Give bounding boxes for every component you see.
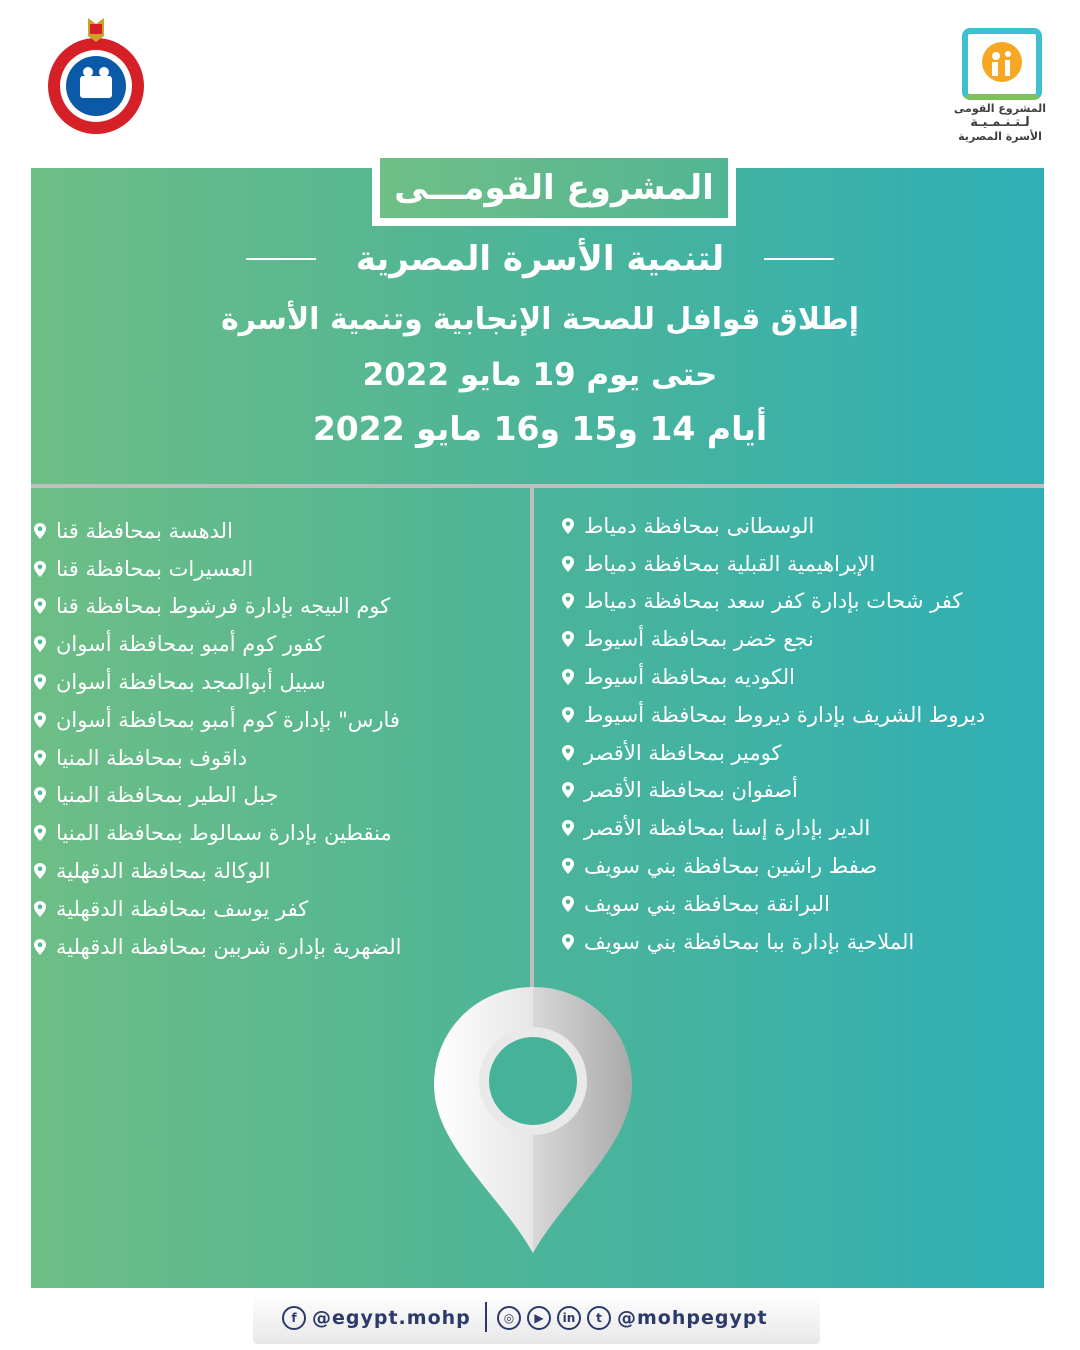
map-pin-icon	[562, 934, 574, 950]
location-item	[562, 772, 1032, 810]
location-label: سبيل أبوالمجد بمحافظة أسوان	[56, 670, 326, 695]
location-label: كفور كوم أمبو بمحافظة أسوان	[56, 632, 325, 657]
ministry-of-health-logo	[44, 14, 148, 136]
map-pin-icon	[34, 561, 46, 577]
location-label: منقطين بإدارة سمالوط بمحافظة المنيا	[56, 821, 392, 846]
map-pin-icon	[562, 745, 574, 761]
map-pin-icon	[562, 669, 574, 685]
location-label: الدير بإدارة إسنا بمحافظة الأقصر	[584, 816, 871, 841]
map-pin-icon	[34, 787, 46, 803]
map-pin-icon	[562, 707, 574, 723]
location-label: الملاحية بإدارة ببا بمحافظة بني سويف	[584, 929, 915, 954]
map-pin-icon	[34, 939, 46, 955]
map-pin-icon	[562, 593, 574, 609]
headline: إطلاق قوافل للصحة الإنجابية وتنمية الأسرة	[220, 302, 860, 337]
location-item	[34, 625, 504, 663]
location-label: الإبراهيمية القبلية بمحافظة دمياط	[584, 551, 876, 576]
map-pin-icon	[34, 523, 46, 539]
map-pin-icon	[562, 556, 574, 572]
location-item	[34, 928, 504, 966]
location-label: الكوديه بمحافظة أسيوط	[584, 665, 795, 690]
title-line-1: المشروع القومـــى	[394, 168, 714, 208]
location-item	[34, 739, 504, 777]
map-pin-icon	[34, 598, 46, 614]
map-pin-icon	[562, 820, 574, 836]
location-item	[562, 545, 1032, 583]
location-label: البرانقة بمحافظة بني سويف	[584, 891, 830, 916]
map-pin-icon	[34, 750, 46, 766]
left-location-list	[34, 512, 504, 966]
youtube-icon[interactable]: ▶	[527, 1306, 551, 1330]
location-label: ديروط الشريف بإدارة ديروط بمحافظة أسيوط	[584, 702, 986, 727]
location-item	[562, 507, 1032, 545]
facebook-link[interactable]	[282, 1300, 471, 1336]
location-label: كفر يوسف بمحافظة الدقهلية	[56, 896, 309, 921]
location-label: فارس" بإدارة كوم أمبو بمحافظة أسوان	[56, 707, 400, 732]
social-handle: @mohpegypt	[617, 1307, 768, 1329]
location-label: صفط راشين بمحافظة بني سويف	[584, 854, 878, 879]
social-links	[497, 1300, 768, 1336]
campaign-days: أيام 14 و15 و16 مايو 2022	[312, 409, 768, 448]
location-item	[562, 923, 1032, 961]
map-pin-icon	[34, 636, 46, 652]
map-pin-icon	[562, 518, 574, 534]
family-emblem-icon	[962, 28, 1042, 100]
location-item	[34, 512, 504, 550]
location-item	[562, 696, 1032, 734]
facebook-handle: @egypt.mohp	[312, 1307, 471, 1329]
location-item	[34, 588, 504, 626]
location-label: الدهسة بمحافظة قنا	[56, 518, 233, 543]
map-pin-icon	[34, 863, 46, 879]
location-label: نجع خضر بمحافظة أسيوط	[584, 627, 814, 652]
title-rule-left	[246, 258, 316, 260]
location-item	[562, 847, 1032, 885]
location-item	[34, 890, 504, 928]
instagram-icon[interactable]: ◎	[497, 1306, 521, 1330]
map-pin-icon	[562, 858, 574, 874]
location-pin-icon	[430, 985, 636, 1255]
location-item	[34, 852, 504, 890]
title-rule-right	[764, 258, 834, 260]
location-item	[562, 620, 1032, 658]
location-item	[34, 663, 504, 701]
location-label: أصفوان بمحافظة الأقصر	[584, 778, 798, 803]
location-item	[34, 701, 504, 739]
location-item	[562, 734, 1032, 772]
project-logo-text: المشروع القومى لـتـنـمـيـة الأسرة المصرية	[953, 102, 1047, 143]
horizontal-divider	[31, 484, 1044, 488]
footer-separator	[485, 1302, 487, 1332]
map-pin-icon	[562, 896, 574, 912]
location-label: داقوف بمحافظة المنيا	[56, 745, 248, 770]
map-pin-icon	[34, 712, 46, 728]
location-label: الضهرية بإدارة شربين بمحافظة الدقهلية	[56, 934, 402, 959]
vertical-divider	[530, 488, 534, 1068]
map-pin-icon	[34, 901, 46, 917]
location-label: جبل الطير بمحافظة المنيا	[56, 783, 279, 808]
facebook-icon[interactable]: f	[282, 1306, 306, 1330]
map-pin-icon	[562, 782, 574, 798]
map-pin-icon	[34, 674, 46, 690]
location-label: كفر شحات بإدارة كفر سعد بمحافظة دمياط	[584, 589, 963, 614]
location-item	[562, 885, 1032, 923]
location-item	[34, 814, 504, 852]
location-item	[562, 583, 1032, 621]
location-item	[562, 658, 1032, 696]
location-item	[562, 809, 1032, 847]
title-line-2: لتنمية الأسرة المصرية	[355, 239, 725, 279]
location-item	[34, 777, 504, 815]
map-pin-icon	[34, 825, 46, 841]
family-project-logo	[948, 28, 1052, 154]
right-location-list	[562, 507, 1032, 961]
location-label: كوم البيجه بإدارة فرشوط بمحافظة قنا	[56, 594, 391, 619]
linkedin-icon[interactable]: in	[557, 1306, 581, 1330]
location-label: العسيرات بمحافظة قنا	[56, 556, 254, 581]
until-date: حتى يوم 19 مايو 2022	[362, 357, 718, 393]
map-pin-icon	[562, 631, 574, 647]
location-label: الوكالة بمحافظة الدقهلية	[56, 859, 271, 884]
location-label: كومير بمحافظة الأقصر	[584, 740, 782, 765]
location-item	[34, 550, 504, 588]
location-label: الوسطانى بمحافظة دمياط	[584, 513, 815, 538]
twitter-icon[interactable]: t	[587, 1306, 611, 1330]
